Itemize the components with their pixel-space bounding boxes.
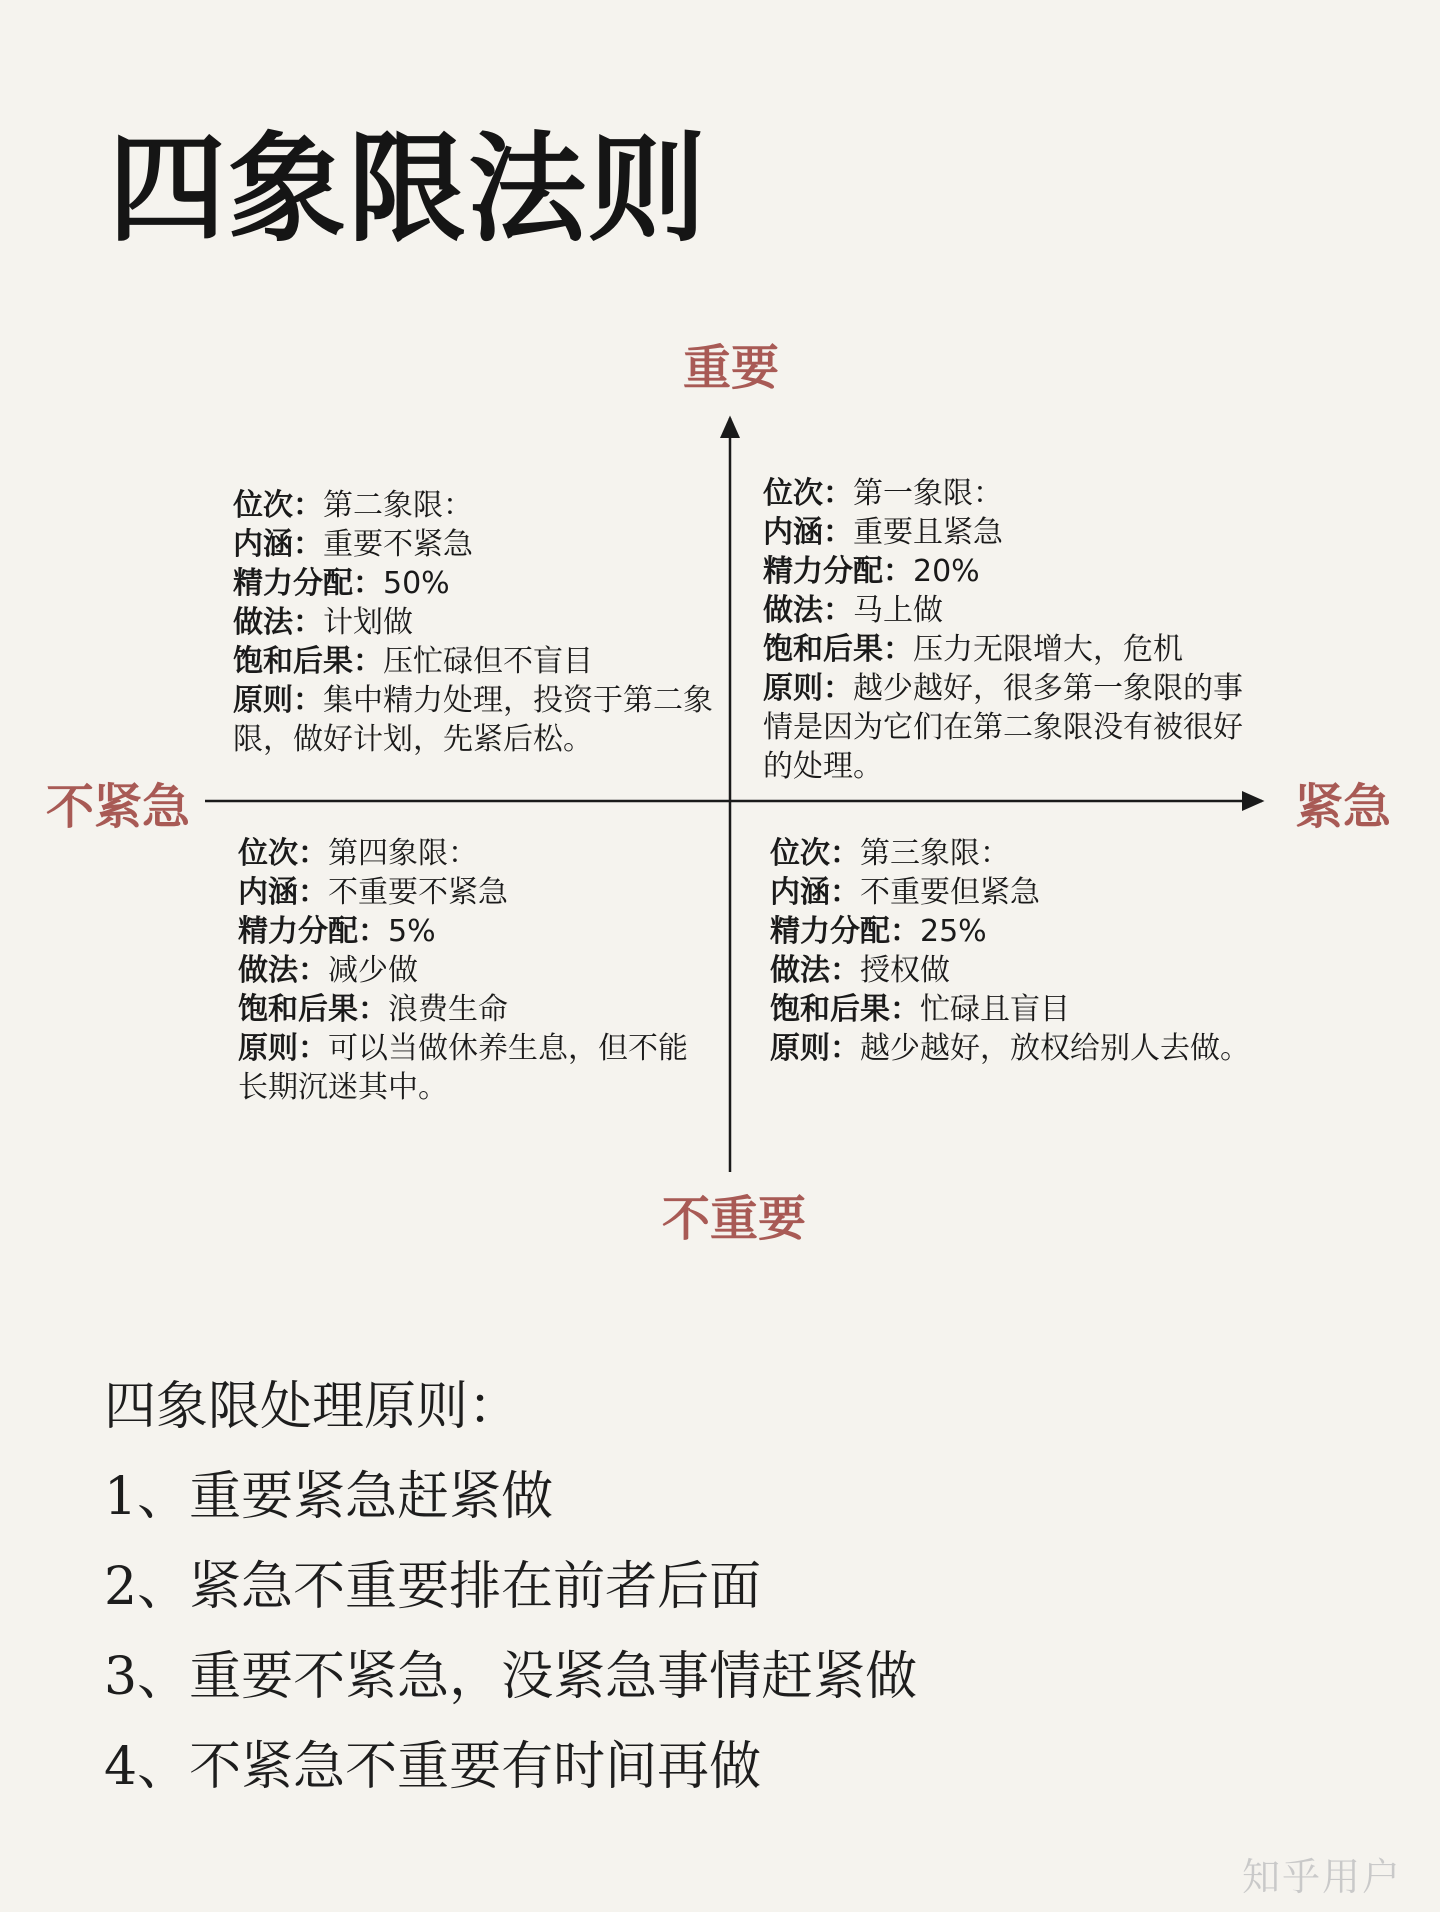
saturation-value: 忙碌且盲目 bbox=[920, 992, 1070, 1027]
principle-value: 集中精力处理，投资于第二象限，做好计划，先紧后松。 bbox=[233, 683, 713, 757]
method-row bbox=[233, 603, 713, 642]
meaning-row bbox=[763, 513, 1243, 552]
method-label: 做法： bbox=[238, 953, 328, 988]
principle-label: 原则： bbox=[233, 683, 323, 718]
saturation-value: 压忙碌但不盲目 bbox=[383, 644, 593, 679]
meaning-row bbox=[238, 873, 708, 912]
watermark: 知乎用户 bbox=[1241, 1855, 1402, 1899]
position-row bbox=[763, 474, 1243, 513]
position-value: 第一象限： bbox=[853, 476, 1003, 511]
meaning-value: 不重要不紧急 bbox=[328, 875, 508, 910]
position-label: 位次： bbox=[763, 476, 853, 511]
meaning-label: 内涵： bbox=[233, 527, 323, 562]
method-row bbox=[770, 951, 1270, 990]
saturation-label: 饱和后果： bbox=[233, 644, 383, 679]
meaning-row bbox=[233, 525, 713, 564]
principle-item: 2、紧急不重要排在前者后面 bbox=[104, 1557, 762, 1617]
energy-label: 精力分配： bbox=[763, 554, 913, 589]
meaning-value: 不重要但紧急 bbox=[860, 875, 1040, 910]
principle-row bbox=[770, 1029, 1270, 1068]
principle-item: 1、重要紧急赶紧做 bbox=[104, 1467, 554, 1527]
quadrant-three bbox=[770, 834, 1270, 1068]
meaning-row bbox=[770, 873, 1270, 912]
energy-row bbox=[770, 912, 1270, 951]
energy-row bbox=[233, 564, 713, 603]
energy-label: 精力分配： bbox=[238, 914, 388, 949]
position-row bbox=[238, 834, 708, 873]
method-value: 马上做 bbox=[853, 593, 943, 628]
energy-value: 25% bbox=[920, 914, 987, 949]
axis-label-urgent: 紧急 bbox=[1295, 779, 1392, 835]
saturation-value: 压力无限增大，危机 bbox=[913, 632, 1183, 667]
method-row bbox=[763, 591, 1243, 630]
method-value: 减少做 bbox=[328, 953, 418, 988]
saturation-label: 饱和后果： bbox=[763, 632, 913, 667]
position-row bbox=[233, 486, 713, 525]
principle-value: 越少越好，很多第一象限的事情是因为它们在第二象限没有被很好的处理。 bbox=[763, 671, 1243, 784]
position-value: 第二象限： bbox=[323, 488, 473, 523]
principle-label: 原则： bbox=[238, 1031, 328, 1066]
axis-label-important: 重要 bbox=[683, 340, 780, 396]
principle-row bbox=[233, 681, 713, 759]
position-value: 第四象限： bbox=[328, 836, 478, 871]
axis-label-not-important: 不重要 bbox=[662, 1191, 807, 1247]
saturation-row bbox=[770, 990, 1270, 1029]
energy-row bbox=[238, 912, 708, 951]
method-row bbox=[238, 951, 708, 990]
axis-label-not-urgent: 不紧急 bbox=[46, 779, 191, 835]
principle-row bbox=[238, 1029, 708, 1107]
method-label: 做法： bbox=[763, 593, 853, 628]
meaning-value: 重要不紧急 bbox=[323, 527, 473, 562]
saturation-value: 浪费生命 bbox=[388, 992, 508, 1027]
quadrant-four bbox=[238, 834, 708, 1107]
principles-heading: 四象限处理原则： bbox=[104, 1377, 521, 1437]
energy-row bbox=[763, 552, 1243, 591]
meaning-label: 内涵： bbox=[763, 515, 853, 550]
position-value: 第三象限： bbox=[860, 836, 1010, 871]
energy-label: 精力分配： bbox=[770, 914, 920, 949]
saturation-label: 饱和后果： bbox=[770, 992, 920, 1027]
meaning-value: 重要且紧急 bbox=[853, 515, 1003, 550]
meaning-label: 内涵： bbox=[770, 875, 860, 910]
meaning-label: 内涵： bbox=[238, 875, 328, 910]
position-label: 位次： bbox=[238, 836, 328, 871]
principle-row bbox=[763, 669, 1243, 786]
saturation-row bbox=[763, 630, 1243, 669]
position-label: 位次： bbox=[770, 836, 860, 871]
method-label: 做法： bbox=[233, 605, 323, 640]
page-title: 四象限法则 bbox=[108, 120, 709, 258]
saturation-label: 饱和后果： bbox=[238, 992, 388, 1027]
position-row bbox=[770, 834, 1270, 873]
principle-label: 原则： bbox=[763, 671, 853, 706]
energy-value: 5% bbox=[388, 914, 436, 949]
quadrant-two bbox=[233, 486, 713, 759]
principles-list bbox=[104, 1362, 917, 1812]
energy-value: 20% bbox=[913, 554, 980, 589]
principle-item: 4、不紧急不重要有时间再做 bbox=[104, 1737, 762, 1797]
saturation-row bbox=[238, 990, 708, 1029]
principle-item: 3、重要不紧急，没紧急事情赶紧做 bbox=[104, 1647, 918, 1707]
saturation-row bbox=[233, 642, 713, 681]
principle-label: 原则： bbox=[770, 1031, 860, 1066]
quadrant-one bbox=[763, 474, 1243, 786]
energy-value: 50% bbox=[383, 566, 450, 601]
method-label: 做法： bbox=[770, 953, 860, 988]
energy-label: 精力分配： bbox=[233, 566, 383, 601]
principle-value: 可以当做休养生息，但不能长期沉迷其中。 bbox=[238, 1031, 688, 1105]
principle-value: 越少越好，放权给别人去做。 bbox=[860, 1031, 1250, 1066]
method-value: 授权做 bbox=[860, 953, 950, 988]
position-label: 位次： bbox=[233, 488, 323, 523]
method-value: 计划做 bbox=[323, 605, 413, 640]
